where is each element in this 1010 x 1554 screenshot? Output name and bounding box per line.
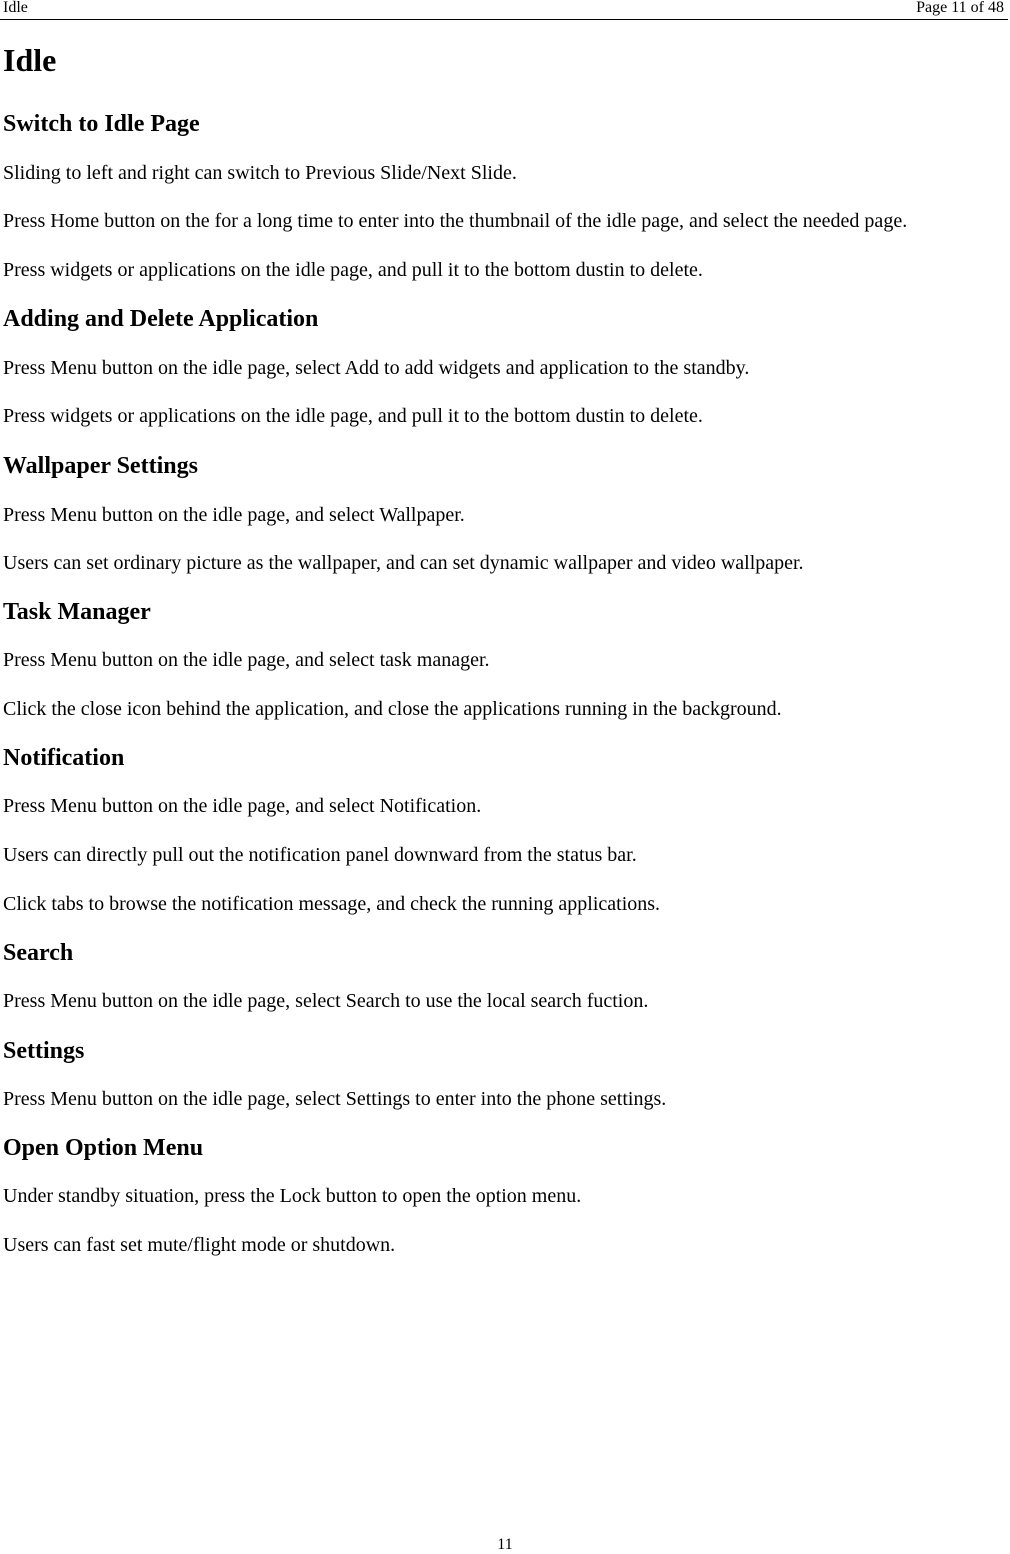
section-heading-open-option-menu: Open Option Menu [3, 1135, 204, 1161]
paragraph: Click the close icon behind the application, and close the applications running in the background. [3, 698, 782, 720]
paragraph: Press Menu button on the idle page, and select task manager. [3, 649, 490, 671]
section-heading-notification: Notification [3, 745, 125, 771]
paragraph: Press widgets or applications on the idle page, and pull it to the bottom dustin to delete. [3, 259, 703, 281]
section-heading-switch-to-idle-page: Switch to Idle Page [3, 111, 200, 137]
paragraph: Press Home button on the for a long time to enter into the thumbnail of the idle page, and select the needed page. [3, 210, 908, 232]
section-heading-settings: Settings [3, 1038, 85, 1064]
section-heading-wallpaper-settings: Wallpaper Settings [3, 453, 198, 479]
paragraph: Press Menu button on the idle page, select Settings to enter into the phone settings. [3, 1088, 667, 1110]
header-chapter-title: Idle [3, 0, 28, 16]
running-header [0, 0, 1008, 20]
paragraph: Users can set ordinary picture as the wallpaper, and can set dynamic wallpaper and video wallpaper. [3, 552, 804, 574]
paragraph: Press Menu button on the idle page, select Add to add widgets and application to the standby. [3, 357, 750, 379]
page-title: Idle [3, 42, 57, 78]
paragraph: Click tabs to browse the notification message, and check the running applications. [3, 893, 661, 915]
section-heading-task-manager: Task Manager [3, 599, 151, 625]
section-heading-search: Search [3, 940, 74, 966]
paragraph: Press widgets or applications on the idle page, and pull it to the bottom dustin to delete. [3, 405, 703, 427]
paragraph: Under standby situation, press the Lock button to open the option menu. [3, 1185, 582, 1207]
paragraph: Users can fast set mute/flight mode or shutdown. [3, 1234, 396, 1256]
paragraph: Press Menu button on the idle page, and select Notification. [3, 795, 482, 817]
paragraph: Users can directly pull out the notification panel downward from the status bar. [3, 844, 637, 866]
header-page-indicator: Page 11 of 48 [916, 0, 1004, 16]
paragraph: Sliding to left and right can switch to Previous Slide/Next Slide. [3, 162, 517, 184]
section-heading-adding-and-delete-application: Adding and Delete Application [3, 306, 319, 332]
paragraph: Press Menu button on the idle page, and select Wallpaper. [3, 504, 465, 526]
page-number: 11 [497, 1536, 513, 1553]
paragraph: Press Menu button on the idle page, select Search to use the local search fuction. [3, 990, 649, 1012]
